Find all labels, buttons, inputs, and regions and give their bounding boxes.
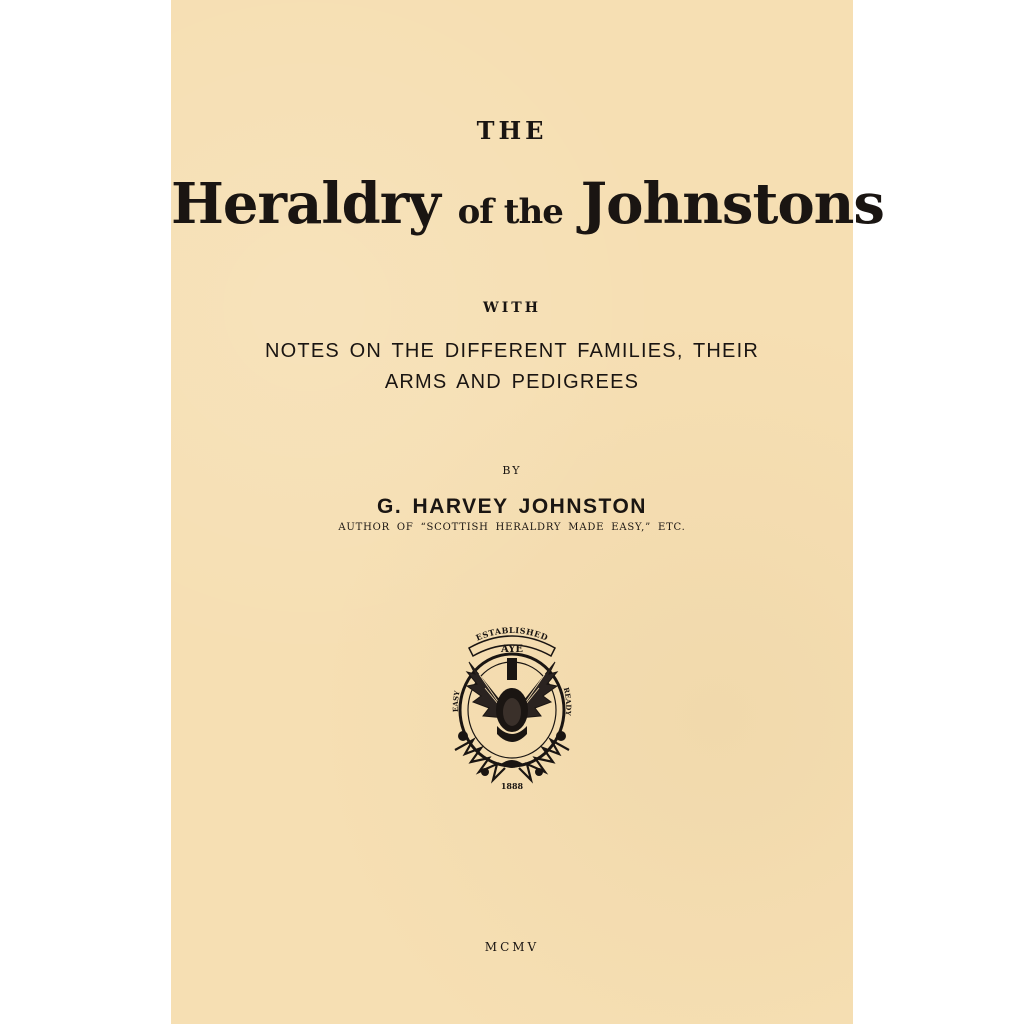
emblem-motto: AYE bbox=[500, 644, 524, 655]
with-label: WITH bbox=[483, 300, 541, 316]
emblem-left-text: EASY bbox=[450, 689, 462, 713]
pre-title: THE bbox=[476, 116, 548, 145]
subtitle-line-2: ARMS AND PEDIGREES bbox=[384, 371, 640, 393]
title-connector: of the bbox=[457, 192, 563, 232]
author-name: G. HARVEY JOHNSTON bbox=[377, 495, 647, 518]
by-label: BY bbox=[502, 464, 522, 477]
book-title bbox=[171, 166, 884, 250]
emblem-year: 1888 bbox=[500, 781, 524, 791]
publication-date: MCMV bbox=[484, 940, 540, 954]
emblem-right-text: READY bbox=[561, 686, 574, 717]
title-word-heraldry: Heraldry bbox=[171, 171, 440, 237]
author-note: AUTHOR OF “SCOTTISH HERALDRY MADE EASY,” ETC. bbox=[338, 522, 686, 533]
subtitle-line-1: NOTES ON THE DIFFERENT FAMILIES, THEIR bbox=[265, 340, 759, 362]
publisher-emblem-icon bbox=[445, 622, 579, 794]
title-word-johnstons: Johnstons bbox=[580, 171, 884, 237]
emblem-banner-text: ESTABLISHED bbox=[474, 624, 550, 643]
title-page bbox=[171, 0, 884, 1024]
